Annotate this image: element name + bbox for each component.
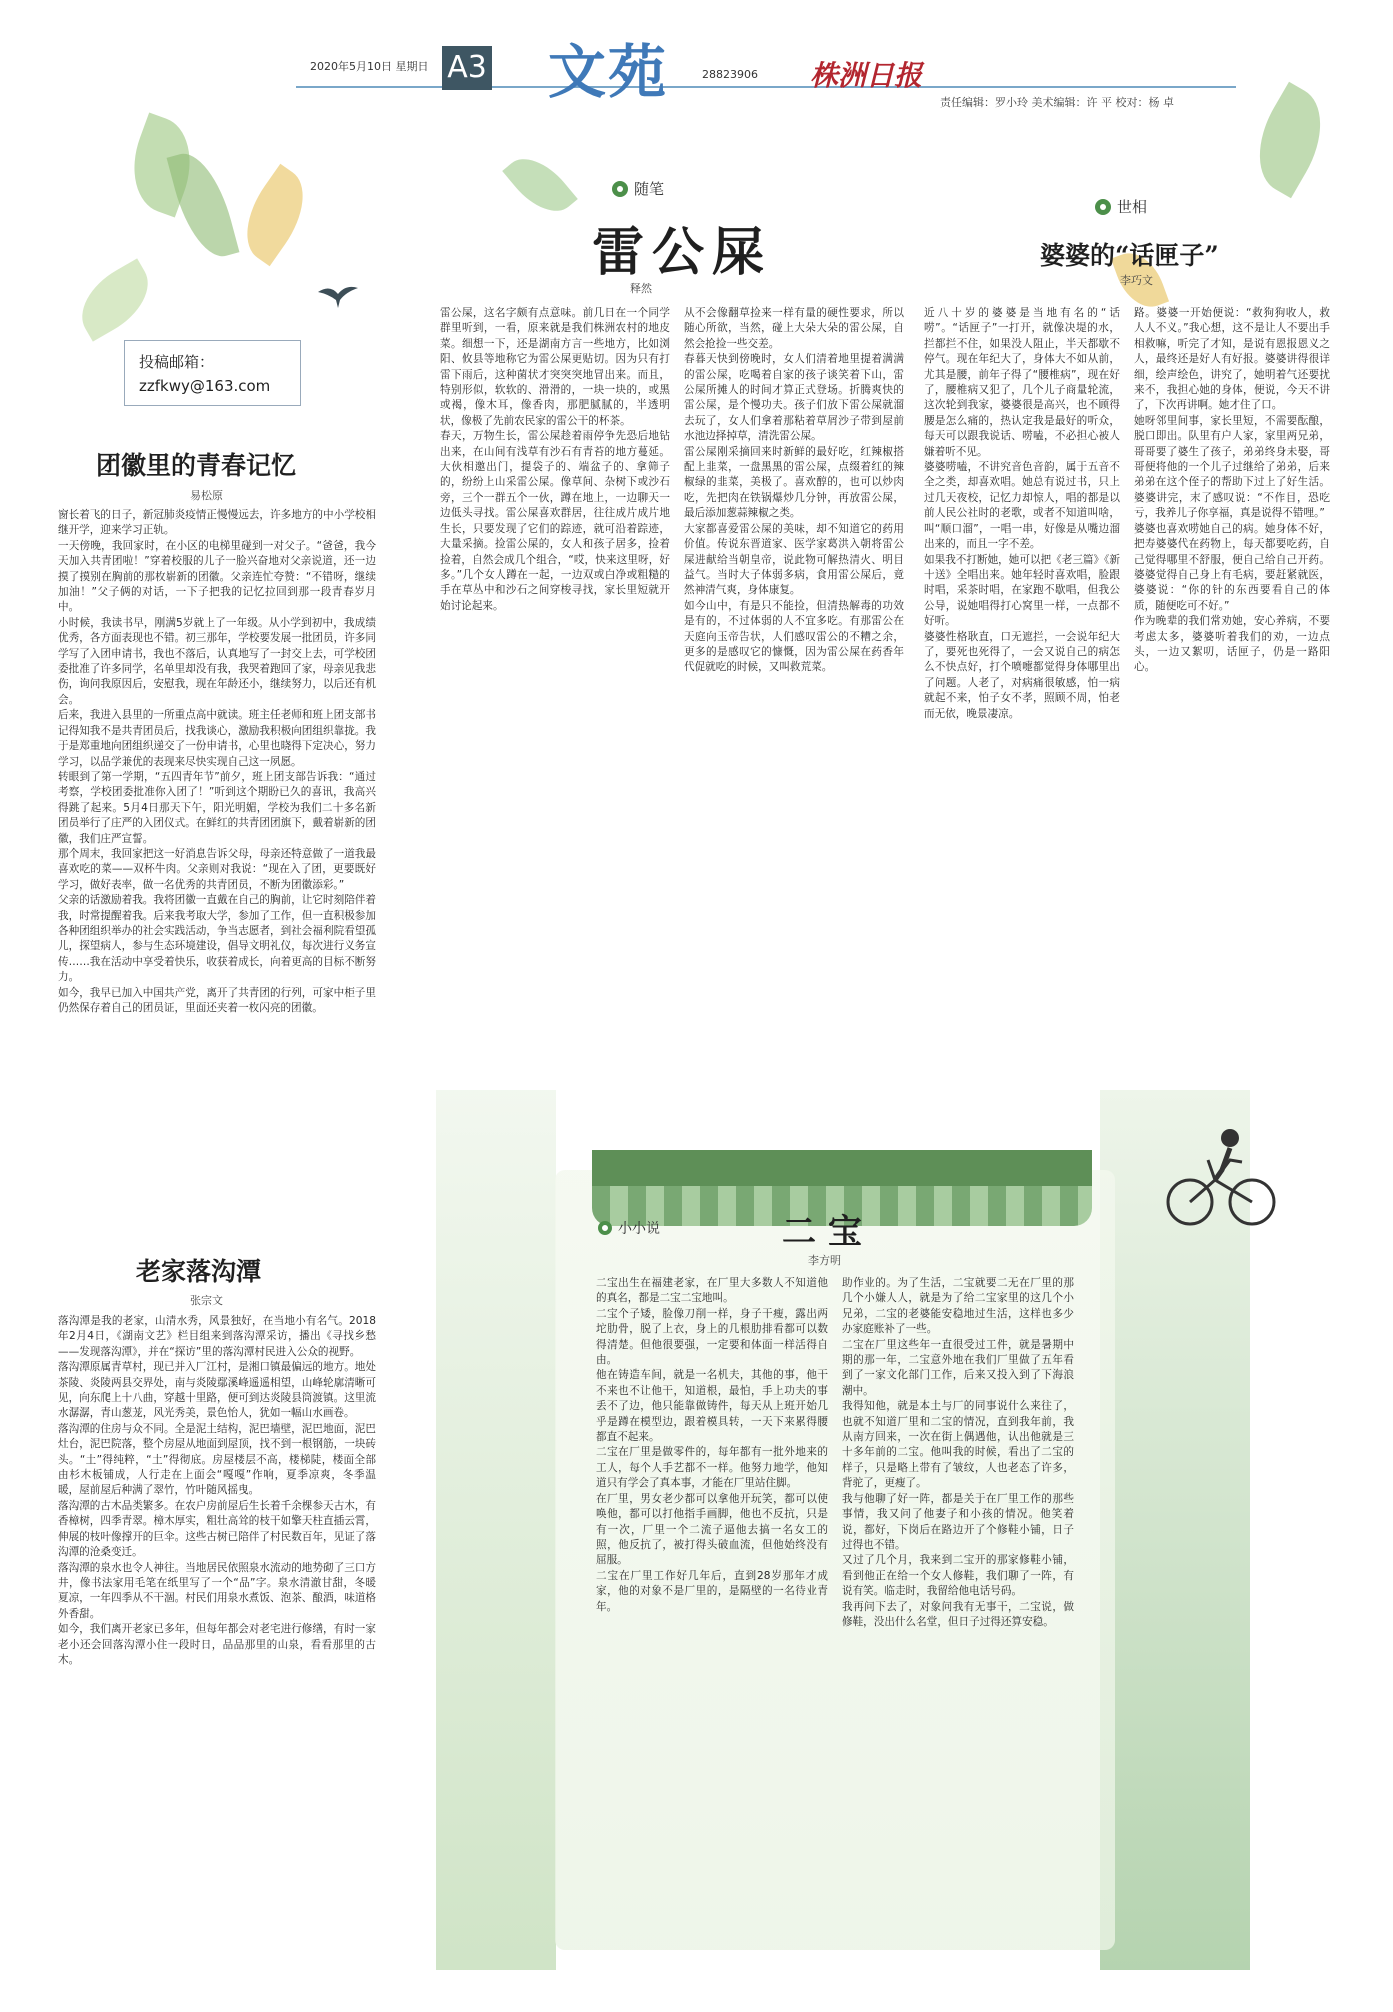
article-author-leigongping: 释然 — [630, 282, 652, 295]
column-tag-suibi — [612, 178, 664, 199]
leaf-decoration — [68, 258, 162, 341]
tag-label: 小小说 — [618, 1221, 660, 1237]
editors-credit: 责任编辑：罗小玲 美术编辑：许 平 校对：杨 卓 — [940, 96, 1174, 109]
tag-label: 随笔 — [634, 180, 665, 198]
article-title-leigongping: 雷公屎 — [592, 222, 773, 283]
article-col1-leigongping: 雷公屎，这名字颇有点意味。前几日在一个同学群里听到，一看，原来就是我们株洲农村的地皮菜。细想一下，还是湖南方言一些地方，比如浏阳、攸县等地称它为雷公屎更贴切。因为只有打雷下雨后，这种菌状才突突突地冒出来。而且，特别形似，软软的、滑滑的，一块一块的，或黑或褐，像木耳，像香肉，那肥腻腻的，半透明状，像极了先前农民家的雷公干的杯茶。 春天，万物生长，雷公屎趁着雨停争先恐后地钻出来，在山间有浅草有沙石有青苔的地方蔓延。大伙相邀出门，提袋子的、端盆子的、拿筛子的，纷纷上山采雷公屎。像草间、杂树下或沙石旁，三个一群五个一伙，蹲在地上，一边聊天一边低头寻找。雷公屎喜欢群居，往往成片成片地生长，只要发现了它们的踪迹，就可沿着踪迹，大量采摘。捡雷公屎的，女人和孩子居多，捡着捡着，自然会成几个组合，“哎，快来这里呀，好多。”几个女人蹲在一起，一边双或白净或粗糙的手在草丛中和沙石之间穿梭寻找，家长里短就开始讨论起来。 — [440, 307, 670, 612]
column-tag-xiaoxiaoshuo — [598, 1218, 660, 1238]
header-rule — [296, 86, 1236, 88]
submission-email-box — [124, 340, 301, 406]
article-title-huaxiazi: 婆婆的“话匣子” — [1040, 241, 1219, 270]
column-tag-shixiang — [1095, 196, 1147, 217]
article-author-laojia: 张宗文 — [190, 1294, 223, 1307]
tag-bullet-icon — [598, 1221, 612, 1235]
tag-bullet-icon — [1095, 199, 1111, 215]
page-number: A3 — [442, 46, 492, 90]
article-title-tuanhui: 团徽里的青春记忆 — [96, 451, 297, 480]
article-author-tuanhui: 易松原 — [190, 489, 223, 502]
article-title-laojia: 老家落沟潭 — [136, 1257, 262, 1286]
article-body-laojia: 落沟潭是我的老家，山清水秀，风景独好，在当地小有名气。2018年2月4日，《湖南文艺》栏目组来到落沟潭采访，播出《寻找乡愁——发现落沟潭》，并在“探访”里的落沟潭村民进入公众的视野。 落沟潭原属青草村，现已并入厂江村，是湘口镇最偏远的地方。地处茶陵、炎陵两县交界处，南与炎陵鄢溪峰遥遥相望，山峰轮廓清晰可见，向东爬上十八曲，穿越十里路，便可到达炎陵县筒渡镇。这里流水潺潺，青山葱茏，风光秀美，景色怡人，犹如一幅山水画卷。 落沟潭的住房与众不同。全是泥土结构，泥巴墙壁，泥巴地面，泥巴灶台，泥巴院落，整个房屋从地面到屋顶，找不到一根钢筋，一块砖头。“土”得纯粹，“土”得彻底。房屋楼层不高，楼梯陡，楼面全部由杉木板铺成，人行走在上面会“嘎嘎”作响，夏季凉爽，冬季温暖，屋前屋后种满了翠竹，竹叶随风摇曳。 落沟潭的古木品类繁多。在农户房前屋后生长着千余棵参天古木，有香樟树，四季青翠。樟木厚实，粗壮高耸的枝干如擎天柱直插云霄，伸展的枝叶像撑开的巨伞。这些古树已陪伴了村民数百年，见证了落沟潭的沧桑变迁。 落沟潭的泉水也令人神往。当地居民依照泉水流动的地势砌了三口方井，像书法家用毛笔在纸里写了一个“品”字。泉水清澈甘甜，冬暖夏凉，一年四季从不干涸。村民们用泉水煮饭、泡茶、酿酒，味道格外香甜。 如今，我们离开老家已多年，但每年都会对老宅进行修缮，有时一家老小还会回落沟潭小住一段时日，品品那里的山泉，看看那里的古木。 — [58, 1315, 376, 1666]
article-col1-huaxiazi: 近八十岁的婆婆是当地有名的“话唠”。“话匣子”一打开，就像决堤的水，拦都拦不住，如果没人阻止，半天都歇不停气。现在年纪大了，身体大不如从前，尤其是腰，前年子得了“腰椎病”，现在好了，腰椎病又犯了，几个儿子商量轮流，这次轮到我家，婆婆很是高兴，也不顾得腰是怎么痛的，热认定我是最好的听众，每天可以跟我说话、唠嗑，不必担心被人嫌着听不见。 婆婆唠嗑，不讲究音色音韵，属于五音不全之类，却喜欢唱。她总有说过书，只上过几天夜校，记忆力却惊人，唱的都是以前人民公社时的老歌，或者不知道叫啥，叫“顺口溜”，一唱一串，好像是从嘴边溜出来的，而且一字不差。 如果我不打断她，她可以把《老三篇》《新十送》全唱出来。她年轻时喜欢唱，脸跟时唱，采茶时唱，在家跑不歇唱，但我公公导，说她唱得打心窝里一样，一点都不好听。 婆婆性格耿直，口无遮拦，一会说年纪大了，要死也死得了，一会又说自己的病怎么不快点好，打个喷嚏都觉得身体哪里出了问题。人老了，对病痛很敏感，怕一病就起不来，怕子女不孝，照顾不周，怕老而无依，晚景凄凉。 — [924, 307, 1120, 720]
leaf-decoration — [502, 145, 578, 224]
hotline-phone: 28823906 — [702, 68, 758, 81]
article-col2-leigongping: 从不会像翻草捡来一样有量的硬性要求，所以随心所欲，当然，碰上大朵大朵的雷公屎，自然会抢捡一些交差。 春暮天快到傍晚时，女人们清着地里提着满满的雷公屎，吃喝着自家的孩子谈笑着下山，雷公屎所摊人的时间才算正式登场。折腾爽快的雷公屎，是个慢功夫。孩子们放下雷公屎就溜去玩了，女人们拿着那粘着草屑沙子带到屋前水池边择掉草，清洗雷公屎。 雷公屎刚采摘回来时新鲜的最好吃，红辣椒搭配上韭菜，一盘黑黑的雷公屎，点缀着红的辣椒绿的韭菜，美极了。喜欢醇的，也可以炒肉吃，先把肉在铁锅爆炒几分钟，再放雷公屎，最后添加葱蒜辣椒之类。 大家都喜爱雷公屎的美味，却不知道它的药用价值。传说东晋道家、医学家葛洪入朝将雷公屎进献给当朝皇帝，说此物可解热清火、明目益气。当时大子体弱多病，食用雷公屎后，竟然神清气爽，身体康复。 如今山中，有是只不能捡，但清热解毒的功效是有的，不过体弱的人不宜多吃。有那雷公在天庭向玉帝告状，人们感叹雷公的不糟之余，更多的是感叹它的慷慨，因为雷公屎在药香年代促就吃的时候，又叫救荒菜。 — [684, 307, 904, 674]
article-title-erbao: 二 宝 — [782, 1212, 862, 1252]
article-author-erbao: 李方明 — [808, 1254, 841, 1267]
newspaper-masthead: 株洲日报 — [810, 59, 923, 92]
article-author-huaxiazi: 李巧文 — [1120, 274, 1153, 287]
decorative-greenery-left — [436, 1090, 556, 1970]
article-col1-erbao: 二宝出生在福建老家，在厂里大多数人不知道他的真名，都是二宝二宝地叫。 二宝个子矮，脸像刀削一样，身子干瘦，露出两坨肋骨，脱了上衣，身上的几根肋排看都可以数得清楚。但他很要强，一定要和体面一样活得自由。 他在铸造车间，就是一名机夫，其他的事，他干不来也不让他干，知道根，最怕，手上功夫的事丢不了边，他只能靠做铸件，每天从上班开始几乎是蹲在模型边，跟着模具转，一天下来累得腰都直不起来。 二宝在厂里是做零件的，每年都有一批外地来的工人，每个人手艺都不一样。他努力地学，他知道只有学会了真本事，才能在厂里站住脚。 在厂里，男女老少都可以拿他开玩笑，都可以使唤他，都可以打他指手画脚，他也不反抗，只是有一次，厂里一个二流子逼他去搞一名女工的照，他反抗了，被打得头破血流，但他始终没有屈服。 二宝在厂里工作好几年后，直到28岁那年才成家，他的对象不是厂里的，是隔壁的一名待业青年。 — [596, 1277, 828, 1613]
tag-label: 世相 — [1117, 198, 1148, 216]
article-col2-erbao: 助作业的。为了生活，二宝就要二无在厂里的那几个小嫌人人，就是为了给二宝家里的这几个小兄弟，二宝的老婆能安稳地过生活，这样也多少办家庭账补了一些。 二宝在厂里这些年一直很受过工件，就是暑期中期的那一年，二宝意外地在我们厂里做了五年看到了一家文化部门工作，后来又投入到了下海浪潮中。 我得知他，就是本土与厂的同事说什么来往了，也就不知道厂里和二宝的情况，直到我年前，我从南方回来，一次在街上偶遇他，认出他就是三十多年前的二宝。他叫我的时候，看出了二宝的样子，只是略上带有了皱纹，人也老态了许多，背驼了，更瘦了。 我与他聊了好一阵，都是关于在厂里工作的那些事情，我又问了他妻子和小孩的情况。他笑着说，都好，下岗后在路边开了个修鞋小铺，日子过得也不错。 又过了几个月，我来到二宝开的那家修鞋小铺，看到他正在给一个女人修鞋，我们聊了一阵，有说有笑。临走时，我留给他电话号码。 我再问下去了，对象问我有无事干，二宝说，做修鞋，没出什么名堂，但日子过得还算安稳。 — [842, 1277, 1074, 1628]
tag-bullet-icon — [612, 181, 628, 197]
issue-date: 2020年5月10日 星期日 — [310, 60, 429, 73]
section-title: 文苑 — [548, 38, 669, 106]
swallow-icon — [316, 282, 360, 310]
awning-decoration — [592, 1150, 1092, 1186]
leaf-decoration — [1239, 82, 1341, 199]
submission-label: 投稿邮箱： — [139, 353, 215, 371]
article-body-tuanhui: 窗长着飞的日子，新冠肺炎疫情正慢慢远去，许多地方的中小学校相继开学，迎来学习正轨。 一天傍晚，我回家时，在小区的电梯里碰到一对父子。“爸爸，我今天加入共青团啦！”穿着校服的儿子一脸兴奋地对父亲说道，还一边摸了摸别在胸前的那枚崭新的团徽。父亲连忙夸赞：“不错呀，继续加油！”父子俩的对话，一下子把我的记忆拉回到那一段青春岁月中。 小时候，我读书早，刚满5岁就上了一年级。从小学到初中，我成绩优秀，各方面表现也不错。初三那年，学校要发展一批团员，许多同学写了入团申请书，我也不落后，认真地写了一封交上去，可学校团委批准了许多同学，名单里却没有我，我哭着跑回了家，母亲见我悲伤，询问我原因后，安慰我，现在年龄还小，继续努力，以后还有机会。 后来，我进入县里的一所重点高中就读。班主任老师和班上团支部书记得知我不是共青团员后，找我谈心，激励我积极向团组织靠拢。我于是郑重地向团组织递交了一份申请书，心里也晓得下定决心，努力学习，以品学兼优的表现来尽快实现自己这一夙愿。 转眼到了第一学期，“五四青年节”前夕，班上团支部告诉我：“通过考察，学校团委批准你入团了！”听到这个期盼已久的喜讯，我高兴得跳了起来。5月4日那天下午，阳光明媚，学校为我们二十多名新团员举行了庄严的入团仪式。在鲜红的共青团团旗下，戴着崭新的团徽，我们庄严宣誓。 那个周末，我回家把这一好消息告诉父母，母亲还特意做了一道我最喜欢吃的菜——双杯牛肉。父亲则对我说：“现在入了团，更要既好学习，做好表率，做一名优秀的共青团员，不断为团徽添彩。” 父亲的话激励着我。我将团徽一直戴在自己的胸前，让它时刻陪伴着我，时常提醒着我。后来我考取大学，参加了工作，但一直积极参加各种团组织举办的社会实践活动，争当志愿者，到社会福利院看望孤儿，探望病人，参与生态环境建设，倡导文明礼仪，每次进行义务宣传……我在活动中享受着快乐，收获着成长，向着更高的目标不断努力。 如今，我早已加入中国共产党，离开了共青团的行列，可家中柜子里仍然保存着自己的团员证，里面还夹着一枚闪亮的团徽。 — [58, 509, 376, 1014]
leaf-decoration — [229, 164, 322, 266]
cyclist-illustration — [1160, 1120, 1280, 1230]
submission-email[interactable]: zzfkwy@163.com — [139, 377, 271, 395]
article-col2-huaxiazi: 路。婆婆一开始便说：“救狗狗收人，救人人不义。”我心想，这不是让人不要出手相救嘛，听完了才知，是说有恩报恩义之人，最终还是好人有好报。婆婆讲得很详细，绘声绘色，讲究了，她明着气还要扰来不，我担心她的身体，便说，今天不讲了，下次再讲啊。她才住了口。 她呀邻里间事，家长里短，不需要酝酿，脱口即出。队里有户人家，家里两兄弟，哥哥要了婆生了孩子，弟弟终身未娶，哥哥便将他的一个儿子过继给了弟弟，后来弟弟在这个侄子的帮助下过上了好生活。婆婆讲完，末了感叹说：“不作目，恐吃亏，我养儿子你享福，真是说得不错哩。” 婆婆也喜欢唠她自己的病。她身体不好，把寿婆婆代在药物上，每天都要吃药，自己觉得哪里不舒服，便自己给自己开药。婆婆觉得自己身上有毛病，要赶紧就医，婆婆说：“你的针的东西要看自己的体质，随便吃可不好。” 作为晚辈的我们常劝她，安心养病，不要考虑太多，婆婆听着我们的劝，一边点头，一边又絮叨，话匣子，仍是一路阳心。 — [1134, 307, 1330, 674]
